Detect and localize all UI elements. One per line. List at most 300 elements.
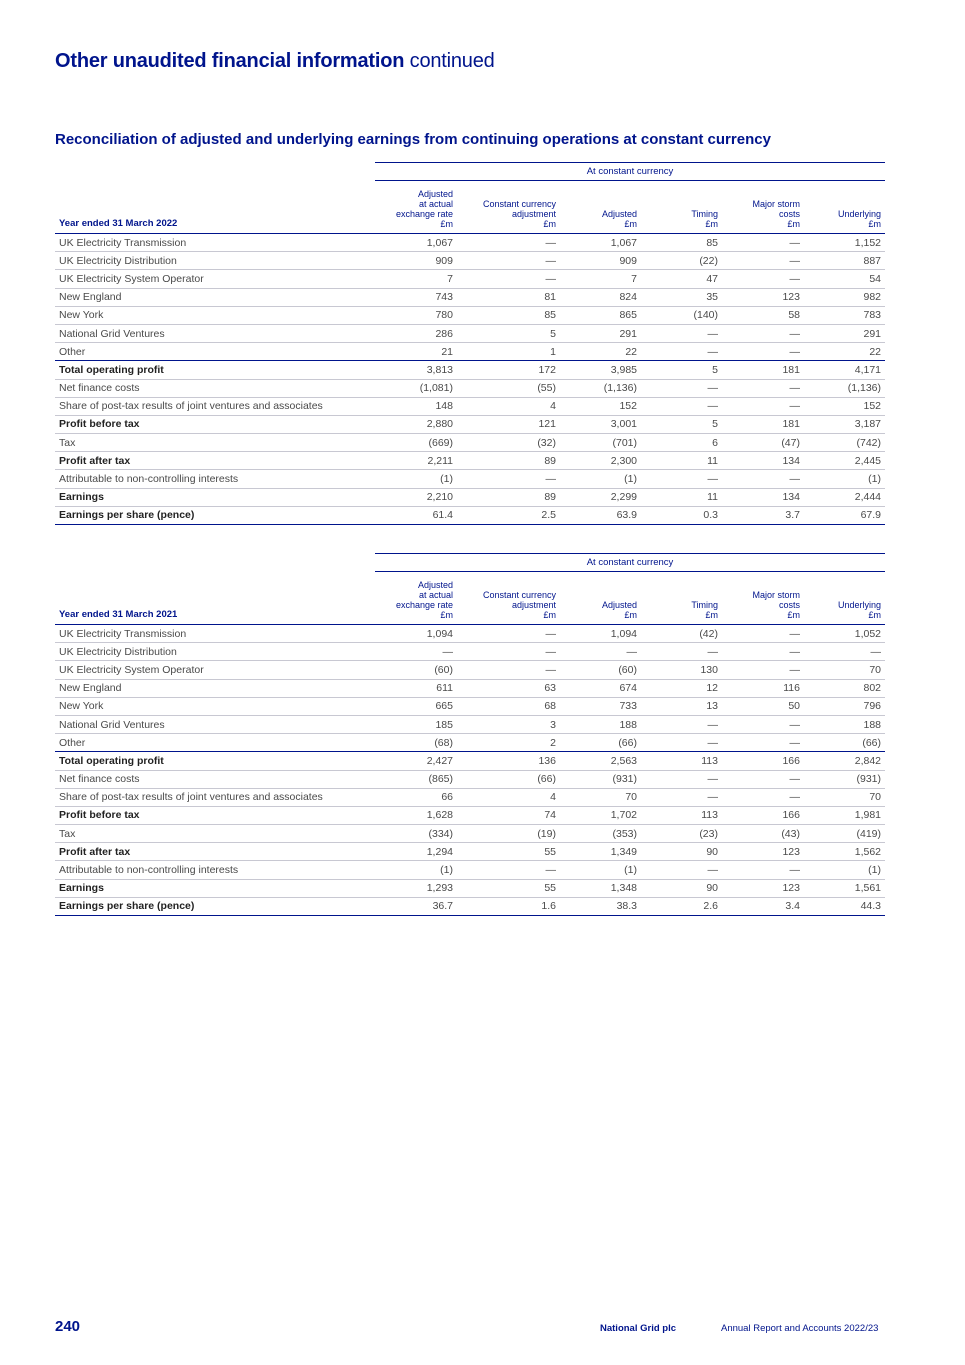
cell-value: (1,136) bbox=[560, 379, 641, 397]
cell-value: 74 bbox=[457, 806, 560, 824]
page-number: 240 bbox=[55, 1318, 81, 1335]
cell-value: — bbox=[457, 643, 560, 661]
column-header-line: £m bbox=[624, 610, 637, 620]
column-header-line: £m bbox=[868, 610, 882, 620]
column-header-line: Underlying bbox=[837, 600, 882, 610]
row-label: Earnings bbox=[55, 488, 375, 506]
cell-value: — bbox=[722, 734, 804, 752]
cell-value: 70 bbox=[560, 788, 641, 806]
cell-value: 38.3 bbox=[560, 897, 641, 915]
cell-value: 3,187 bbox=[804, 415, 885, 433]
cell-value: 68 bbox=[457, 697, 560, 715]
cell-value: — bbox=[722, 470, 804, 488]
cell-value: 181 bbox=[722, 415, 804, 433]
table-row bbox=[55, 825, 885, 843]
cell-value: 55 bbox=[457, 843, 560, 861]
column-header bbox=[560, 181, 641, 234]
row-label: Net finance costs bbox=[55, 379, 375, 397]
cell-value: 1,294 bbox=[375, 843, 457, 861]
cell-value: 291 bbox=[560, 324, 641, 342]
table-row bbox=[55, 288, 885, 306]
cell-value: 148 bbox=[375, 397, 457, 415]
column-header-line: £m bbox=[543, 610, 556, 620]
cell-value: 44.3 bbox=[804, 897, 885, 915]
cell-value: 90 bbox=[641, 843, 722, 861]
row-label: Profit before tax bbox=[55, 415, 375, 433]
cell-value: (1) bbox=[560, 861, 641, 879]
cell-value: — bbox=[375, 643, 457, 661]
column-header-line: Adjusted bbox=[417, 580, 453, 590]
cell-value: 136 bbox=[457, 752, 560, 770]
cell-value: 113 bbox=[641, 806, 722, 824]
table-row bbox=[55, 452, 885, 470]
row-label: UK Electricity System Operator bbox=[55, 270, 375, 288]
cell-value: 130 bbox=[641, 661, 722, 679]
cell-value: (1) bbox=[804, 470, 885, 488]
row-label: Other bbox=[55, 734, 375, 752]
cell-value: 2.6 bbox=[641, 897, 722, 915]
cell-value: 1,152 bbox=[804, 234, 885, 252]
row-label: Attributable to non-controlling interests bbox=[55, 470, 375, 488]
cell-value: — bbox=[641, 379, 722, 397]
row-label: Tax bbox=[55, 434, 375, 452]
table-row bbox=[55, 788, 885, 806]
cell-value: 121 bbox=[457, 415, 560, 433]
cell-value: (865) bbox=[375, 770, 457, 788]
cell-value: 22 bbox=[804, 343, 885, 361]
cell-value: — bbox=[457, 270, 560, 288]
cell-value: 286 bbox=[375, 324, 457, 342]
cell-value: (66) bbox=[457, 770, 560, 788]
cell-value: 85 bbox=[457, 306, 560, 324]
cell-value: — bbox=[722, 397, 804, 415]
cell-value: (742) bbox=[804, 434, 885, 452]
cell-value: — bbox=[641, 770, 722, 788]
table-row bbox=[55, 734, 885, 752]
table-row bbox=[55, 343, 885, 361]
cell-value: 11 bbox=[641, 488, 722, 506]
cell-value: (1) bbox=[560, 470, 641, 488]
cell-value: 66 bbox=[375, 788, 457, 806]
cell-value: 1,349 bbox=[560, 843, 641, 861]
cell-value: — bbox=[722, 715, 804, 733]
cell-value: — bbox=[641, 861, 722, 879]
row-label: National Grid Ventures bbox=[55, 715, 375, 733]
column-header bbox=[722, 181, 804, 234]
cell-value: (19) bbox=[457, 825, 560, 843]
table-row bbox=[55, 270, 885, 288]
table-row bbox=[55, 806, 885, 824]
cell-value: 188 bbox=[560, 715, 641, 733]
table-row bbox=[55, 379, 885, 397]
cell-value: — bbox=[641, 788, 722, 806]
row-label: Share of post-tax results of joint ventures and associates bbox=[55, 397, 375, 415]
cell-value: (32) bbox=[457, 434, 560, 452]
cell-value: — bbox=[457, 234, 560, 252]
cell-value: 3.7 bbox=[722, 506, 804, 524]
cell-value: (42) bbox=[641, 625, 722, 643]
cell-value: (1,136) bbox=[804, 379, 885, 397]
cell-value: 5 bbox=[641, 361, 722, 379]
column-header bbox=[457, 572, 560, 625]
cell-value: 1,067 bbox=[375, 234, 457, 252]
cell-value: (931) bbox=[560, 770, 641, 788]
cell-value: (23) bbox=[641, 825, 722, 843]
cell-value: 2.5 bbox=[457, 506, 560, 524]
cell-value: 1,094 bbox=[375, 625, 457, 643]
cell-value: 61.4 bbox=[375, 506, 457, 524]
cell-value: — bbox=[722, 343, 804, 361]
cell-value: (47) bbox=[722, 434, 804, 452]
table-row bbox=[55, 234, 885, 252]
table-row bbox=[55, 415, 885, 433]
table-row bbox=[55, 697, 885, 715]
column-header-line: Timing bbox=[691, 209, 718, 219]
cell-value: 47 bbox=[641, 270, 722, 288]
row-label: Total operating profit bbox=[55, 361, 375, 379]
cell-value: 1,348 bbox=[560, 879, 641, 897]
cell-value: 2,211 bbox=[375, 452, 457, 470]
cell-value: — bbox=[641, 470, 722, 488]
cell-value: — bbox=[457, 661, 560, 679]
row-label: Total operating profit bbox=[55, 752, 375, 770]
cell-value: (60) bbox=[375, 661, 457, 679]
column-header-line: £m bbox=[868, 219, 882, 229]
row-label: UK Electricity Distribution bbox=[55, 643, 375, 661]
table-row bbox=[55, 625, 885, 643]
cell-value: 4 bbox=[457, 397, 560, 415]
column-header bbox=[641, 572, 722, 625]
row-label: UK Electricity Transmission bbox=[55, 625, 375, 643]
cell-value: 113 bbox=[641, 752, 722, 770]
cell-value: 70 bbox=[804, 788, 885, 806]
cell-value: 55 bbox=[457, 879, 560, 897]
cell-value: 4 bbox=[457, 788, 560, 806]
cell-value: (66) bbox=[560, 734, 641, 752]
cell-value: 802 bbox=[804, 679, 885, 697]
cell-value: 81 bbox=[457, 288, 560, 306]
cell-value: 780 bbox=[375, 306, 457, 324]
cell-value: 3,985 bbox=[560, 361, 641, 379]
cell-value: 887 bbox=[804, 252, 885, 270]
cell-value: 3,813 bbox=[375, 361, 457, 379]
column-header bbox=[641, 181, 722, 234]
cell-value: 1,702 bbox=[560, 806, 641, 824]
cell-value: (22) bbox=[641, 252, 722, 270]
table-row bbox=[55, 897, 885, 915]
cell-value: 1,094 bbox=[560, 625, 641, 643]
cell-value: — bbox=[804, 643, 885, 661]
cell-value: 733 bbox=[560, 697, 641, 715]
cell-value: (66) bbox=[804, 734, 885, 752]
reconciliation-table-2022 bbox=[55, 162, 885, 525]
cell-value: 1 bbox=[457, 343, 560, 361]
year-label: Year ended 31 March 2021 bbox=[55, 572, 375, 625]
cell-value: 12 bbox=[641, 679, 722, 697]
column-header-line: costs bbox=[778, 600, 800, 610]
cell-value: 11 bbox=[641, 452, 722, 470]
cell-value: (60) bbox=[560, 661, 641, 679]
cell-value: — bbox=[722, 270, 804, 288]
column-header bbox=[804, 181, 885, 234]
cell-value: 166 bbox=[722, 806, 804, 824]
table-row bbox=[55, 861, 885, 879]
cell-value: 13 bbox=[641, 697, 722, 715]
column-header bbox=[804, 572, 885, 625]
cell-value: 743 bbox=[375, 288, 457, 306]
cell-value: 63 bbox=[457, 679, 560, 697]
cell-value: 152 bbox=[804, 397, 885, 415]
cell-value: 674 bbox=[560, 679, 641, 697]
cell-value: 2,210 bbox=[375, 488, 457, 506]
column-header-line: Constant currency bbox=[482, 590, 556, 600]
row-label: Share of post-tax results of joint ventures and associates bbox=[55, 788, 375, 806]
table-row bbox=[55, 770, 885, 788]
row-label: Profit after tax bbox=[55, 452, 375, 470]
cell-value: 123 bbox=[722, 879, 804, 897]
year-label: Year ended 31 March 2022 bbox=[55, 181, 375, 234]
row-label: Attributable to non-controlling interests bbox=[55, 861, 375, 879]
cell-value: — bbox=[722, 861, 804, 879]
cell-value: 1,562 bbox=[804, 843, 885, 861]
cell-value: 188 bbox=[804, 715, 885, 733]
cell-value: 1,628 bbox=[375, 806, 457, 824]
cell-value: (55) bbox=[457, 379, 560, 397]
cell-value: 3,001 bbox=[560, 415, 641, 433]
cell-value: 2,444 bbox=[804, 488, 885, 506]
cell-value: — bbox=[722, 324, 804, 342]
table-row bbox=[55, 843, 885, 861]
table-row bbox=[55, 679, 885, 697]
table-row bbox=[55, 879, 885, 897]
row-label: New York bbox=[55, 697, 375, 715]
cell-value: 3.4 bbox=[722, 897, 804, 915]
cell-value: 85 bbox=[641, 234, 722, 252]
cell-value: 824 bbox=[560, 288, 641, 306]
table-row bbox=[55, 488, 885, 506]
row-label: Tax bbox=[55, 825, 375, 843]
cell-value: 2,427 bbox=[375, 752, 457, 770]
cell-value: 185 bbox=[375, 715, 457, 733]
column-header bbox=[560, 572, 641, 625]
row-label: New England bbox=[55, 679, 375, 697]
cell-value: (68) bbox=[375, 734, 457, 752]
column-header-line: £m bbox=[705, 610, 718, 620]
cell-value: 7 bbox=[560, 270, 641, 288]
column-header-line: Adjusted bbox=[601, 600, 637, 610]
cell-value: 181 bbox=[722, 361, 804, 379]
cell-value: 2,300 bbox=[560, 452, 641, 470]
cell-value: (353) bbox=[560, 825, 641, 843]
cell-value: 4,171 bbox=[804, 361, 885, 379]
column-header-line: at actual bbox=[418, 199, 453, 209]
cell-value: — bbox=[641, 643, 722, 661]
table-row bbox=[55, 361, 885, 379]
cell-value: 291 bbox=[804, 324, 885, 342]
cell-value: 63.9 bbox=[560, 506, 641, 524]
cell-value: 796 bbox=[804, 697, 885, 715]
cell-value: 6 bbox=[641, 434, 722, 452]
cell-value: 0.3 bbox=[641, 506, 722, 524]
row-label: Net finance costs bbox=[55, 770, 375, 788]
column-header-line: £m bbox=[787, 219, 800, 229]
cell-value: 22 bbox=[560, 343, 641, 361]
cell-value: 35 bbox=[641, 288, 722, 306]
column-header bbox=[722, 572, 804, 625]
column-header-line: £m bbox=[440, 219, 453, 229]
cell-value: (43) bbox=[722, 825, 804, 843]
row-label: Profit before tax bbox=[55, 806, 375, 824]
cell-value: 982 bbox=[804, 288, 885, 306]
cell-value: 21 bbox=[375, 343, 457, 361]
cell-value: (334) bbox=[375, 825, 457, 843]
cell-value: 2,563 bbox=[560, 752, 641, 770]
cell-value: 116 bbox=[722, 679, 804, 697]
column-group-label: At constant currency bbox=[375, 163, 885, 181]
column-header-line: £m bbox=[440, 610, 453, 620]
cell-value: 123 bbox=[722, 288, 804, 306]
cell-value: 36.7 bbox=[375, 897, 457, 915]
cell-value: — bbox=[457, 470, 560, 488]
cell-value: 134 bbox=[722, 488, 804, 506]
cell-value: (931) bbox=[804, 770, 885, 788]
cell-value: — bbox=[722, 625, 804, 643]
cell-value: (1) bbox=[375, 861, 457, 879]
cell-value: 70 bbox=[804, 661, 885, 679]
cell-value: 1,561 bbox=[804, 879, 885, 897]
row-label: Other bbox=[55, 343, 375, 361]
cell-value: 67.9 bbox=[804, 506, 885, 524]
column-header-line: Major storm bbox=[752, 199, 800, 209]
table-row bbox=[55, 397, 885, 415]
cell-value: — bbox=[641, 324, 722, 342]
cell-value: 152 bbox=[560, 397, 641, 415]
table-row bbox=[55, 752, 885, 770]
column-header-line: Major storm bbox=[752, 590, 800, 600]
cell-value: 1,293 bbox=[375, 879, 457, 897]
cell-value: — bbox=[560, 643, 641, 661]
table-row bbox=[55, 643, 885, 661]
footer-company: National Grid plc bbox=[600, 1323, 677, 1334]
cell-value: — bbox=[457, 861, 560, 879]
row-label: Profit after tax bbox=[55, 843, 375, 861]
cell-value: — bbox=[722, 661, 804, 679]
cell-value: — bbox=[641, 343, 722, 361]
cell-value: (1) bbox=[804, 861, 885, 879]
cell-value: — bbox=[722, 252, 804, 270]
column-header-line: £m bbox=[787, 610, 800, 620]
cell-value: 89 bbox=[457, 488, 560, 506]
column-header-line: costs bbox=[778, 209, 800, 219]
table-row bbox=[55, 306, 885, 324]
cell-value: — bbox=[722, 788, 804, 806]
cell-value: 50 bbox=[722, 697, 804, 715]
cell-value: (140) bbox=[641, 306, 722, 324]
column-header-line: Adjusted bbox=[417, 189, 453, 199]
cell-value: 89 bbox=[457, 452, 560, 470]
cell-value: 2,842 bbox=[804, 752, 885, 770]
column-header-line: at actual bbox=[418, 590, 453, 600]
cell-value: — bbox=[641, 734, 722, 752]
column-header bbox=[457, 181, 560, 234]
reconciliation-table-2021 bbox=[55, 553, 885, 916]
row-label: Earnings bbox=[55, 879, 375, 897]
column-header-line: adjustment bbox=[511, 209, 556, 219]
cell-value: — bbox=[722, 234, 804, 252]
cell-value: — bbox=[457, 252, 560, 270]
column-header-line: Timing bbox=[691, 600, 718, 610]
cell-value: (701) bbox=[560, 434, 641, 452]
column-header-line: adjustment bbox=[511, 600, 556, 610]
cell-value: 172 bbox=[457, 361, 560, 379]
column-header-line: exchange rate bbox=[395, 600, 453, 610]
cell-value: 7 bbox=[375, 270, 457, 288]
row-label: Earnings per share (pence) bbox=[55, 897, 375, 915]
cell-value: — bbox=[722, 379, 804, 397]
table-row bbox=[55, 715, 885, 733]
cell-value: 90 bbox=[641, 879, 722, 897]
footer-report-title: Annual Report and Accounts 2022/23 bbox=[721, 1323, 879, 1334]
cell-value: — bbox=[641, 397, 722, 415]
table-row bbox=[55, 252, 885, 270]
row-label: National Grid Ventures bbox=[55, 324, 375, 342]
row-label: UK Electricity Transmission bbox=[55, 234, 375, 252]
column-header bbox=[375, 181, 457, 234]
cell-value: 123 bbox=[722, 843, 804, 861]
column-header bbox=[375, 572, 457, 625]
column-header-line: exchange rate bbox=[395, 209, 453, 219]
column-header-line: Underlying bbox=[837, 209, 882, 219]
cell-value: 611 bbox=[375, 679, 457, 697]
cell-value: 2,445 bbox=[804, 452, 885, 470]
cell-value: 134 bbox=[722, 452, 804, 470]
table-row bbox=[55, 661, 885, 679]
cell-value: — bbox=[722, 770, 804, 788]
cell-value: 5 bbox=[457, 324, 560, 342]
cell-value: 665 bbox=[375, 697, 457, 715]
column-group-label: At constant currency bbox=[375, 554, 885, 572]
cell-value: (419) bbox=[804, 825, 885, 843]
cell-value: 1.6 bbox=[457, 897, 560, 915]
cell-value: (669) bbox=[375, 434, 457, 452]
cell-value: 1,052 bbox=[804, 625, 885, 643]
row-label: Earnings per share (pence) bbox=[55, 506, 375, 524]
cell-value: 166 bbox=[722, 752, 804, 770]
row-label: New England bbox=[55, 288, 375, 306]
table-row bbox=[55, 434, 885, 452]
cell-value: 909 bbox=[560, 252, 641, 270]
cell-value: 783 bbox=[804, 306, 885, 324]
row-label: UK Electricity System Operator bbox=[55, 661, 375, 679]
column-header-line: £m bbox=[705, 219, 718, 229]
cell-value: 2,299 bbox=[560, 488, 641, 506]
cell-value: 58 bbox=[722, 306, 804, 324]
cell-value: (1) bbox=[375, 470, 457, 488]
cell-value: 54 bbox=[804, 270, 885, 288]
cell-value: — bbox=[722, 643, 804, 661]
cell-value: 2,880 bbox=[375, 415, 457, 433]
row-label: UK Electricity Distribution bbox=[55, 252, 375, 270]
cell-value: 1,067 bbox=[560, 234, 641, 252]
page-title: Other unaudited financial information continued bbox=[55, 50, 495, 72]
cell-value: 1,981 bbox=[804, 806, 885, 824]
section-title: Reconciliation of adjusted and underlying earnings from continuing operations at constant currency bbox=[55, 131, 771, 148]
cell-value: — bbox=[641, 715, 722, 733]
cell-value: (1,081) bbox=[375, 379, 457, 397]
cell-value: 2 bbox=[457, 734, 560, 752]
column-header-line: £m bbox=[543, 219, 556, 229]
table-row bbox=[55, 506, 885, 524]
